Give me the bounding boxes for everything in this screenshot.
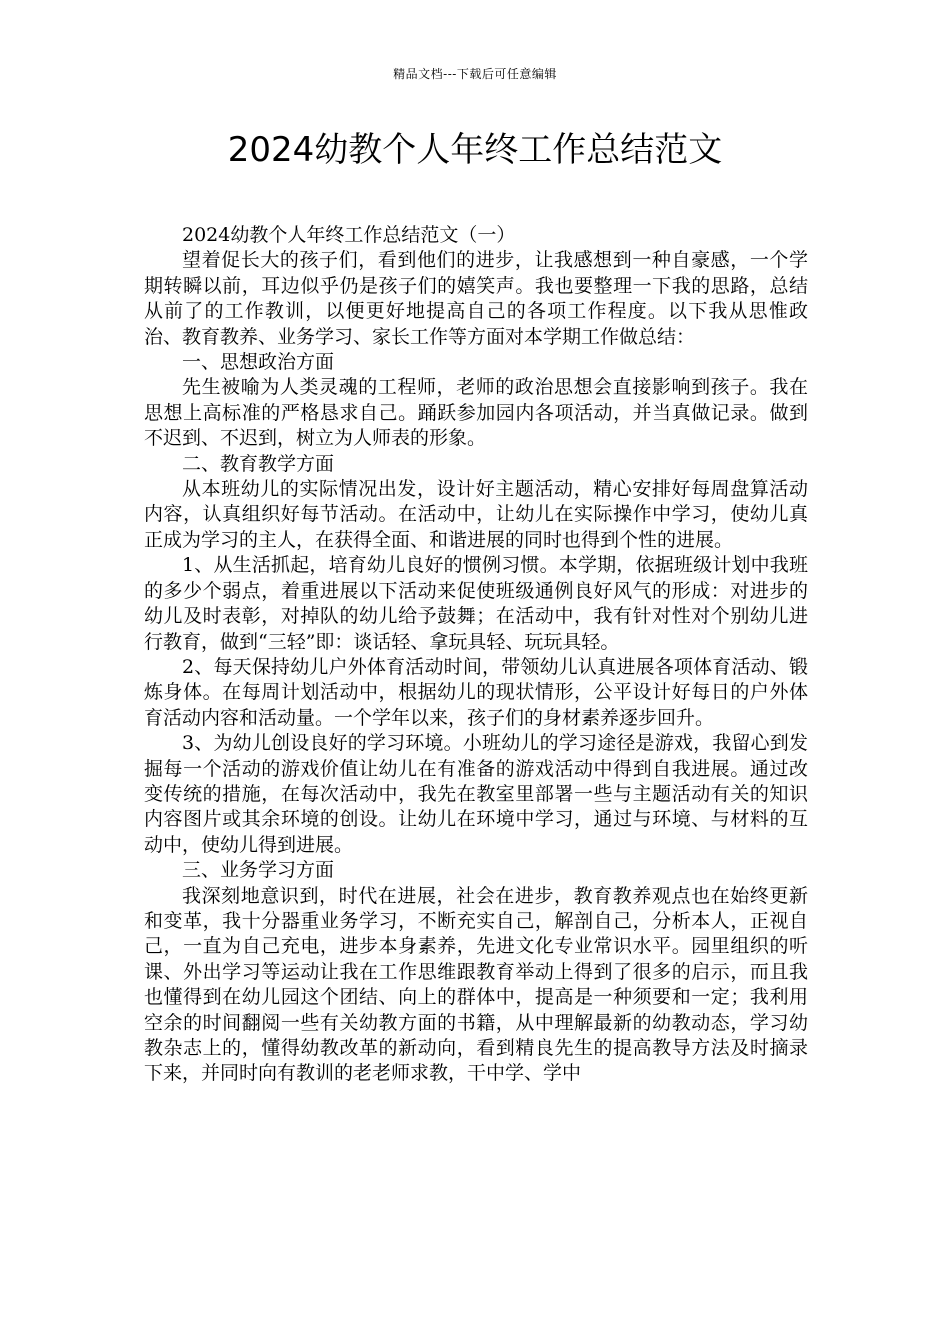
section-heading: 一、思想政治方面 bbox=[182, 351, 335, 374]
header-note: 精品文档---下载后可任意编辑 bbox=[393, 67, 557, 81]
body-paragraph: 先生被喻为人类灵魂的工程师，老师的政治思想会直接影响到孩子。我在思想上高标准的严格恳求自己。踊跃参加园内各项活动，并当真做记录。做到不迟到、不迟到，树立为人师表的形象。 bbox=[144, 376, 808, 450]
body-paragraph: 2、每天保持幼儿户外体育活动时间，带领幼儿认真进展各项体育活动、锻炼身体。在每周计划活动中，根据幼儿的现状情形，公平设计好每日的户外体育活动内容和活动量。一个学年以来，孩子们的身材素养逐步回升。 bbox=[144, 655, 808, 729]
body-paragraph: 我深刻地意识到，时代在进展，社会在进步，教育教养观点也在始终更新和变革，我十分器重业务学习，不断充实自己，解剖自己，分析本人，正视自己，一直为自己充电，进步本身素养，先进文化专业常识水平。园里组织的听课、外出学习等运动让我在工作思维跟教育举动上得到了很多的启示，而且我也懂得到在幼儿园这个团结、向上的群体中，提高是一种须要和一定；我利用空余的时间翻阅一些有关幼教方面的书籍，从中理解最新的幼教动态，学习幼教杂志上的，懂得幼教改革的新动向，看到精良先生的提高教导方法及时摘录下来，并同时向有教训的老老师求教，干中学、学中 bbox=[144, 884, 808, 1085]
document-body bbox=[144, 223, 808, 1087]
body-paragraph: 从本班幼儿的实际情况出发，设计好主题活动，精心安排好每周盘算活动内容，认真组织好每节活动。在活动中，让幼儿在实际操作中学习，使幼儿真正成为学习的主人，在获得全面、和谐进展的同时也得到个性的进展。 bbox=[144, 478, 808, 551]
body-paragraph: 1、从生活抓起，培育幼儿良好的惯例习惯。本学期，依据班级计划中我班的多少个弱点，着重进展以下活动来促使班级通例良好风气的形成：对进步的幼儿及时表彰，对掉队的幼儿给予鼓舞；在活动中，我有针对性对个别幼儿进行教育，做到“三轻”即：谈话轻、拿玩具轻、玩玩具轻。 bbox=[144, 554, 808, 653]
body-paragraph: 3、为幼儿创设良好的学习环境。小班幼儿的学习途径是游戏，我留心到发掘每一个活动的游戏价值让幼儿在有准备的游戏活动中得到自我进展。通过改变传统的措施，在每次活动中，我先在教室里部署一些与主题活动有关的知识内容图片或其余环境的创设。让幼儿在环境中学习，通过与环境、与材料的互动中，使幼儿得到进展。 bbox=[144, 732, 808, 856]
section-heading: 三、业务学习方面 bbox=[182, 859, 335, 882]
document-title: 2024幼教个人年终工作总结范文 bbox=[227, 130, 723, 170]
body-paragraph: 望着促长大的孩子们，看到他们的进步，让我感想到一种自豪感，一个学期转瞬以前，耳边似乎仍是孩子们的嬉笑声。我也要整理一下我的思路，总结从前了的工作教训，以便更好地提高自己的各项工作程度。以下我从思惟政治、教育教养、业务学习、家长工作等方面对本学期工作做总结： bbox=[144, 249, 808, 348]
section-subtitle: 2024幼教个人年终工作总结范文（一） bbox=[182, 224, 516, 246]
section-heading: 二、教育教学方面 bbox=[182, 452, 335, 475]
